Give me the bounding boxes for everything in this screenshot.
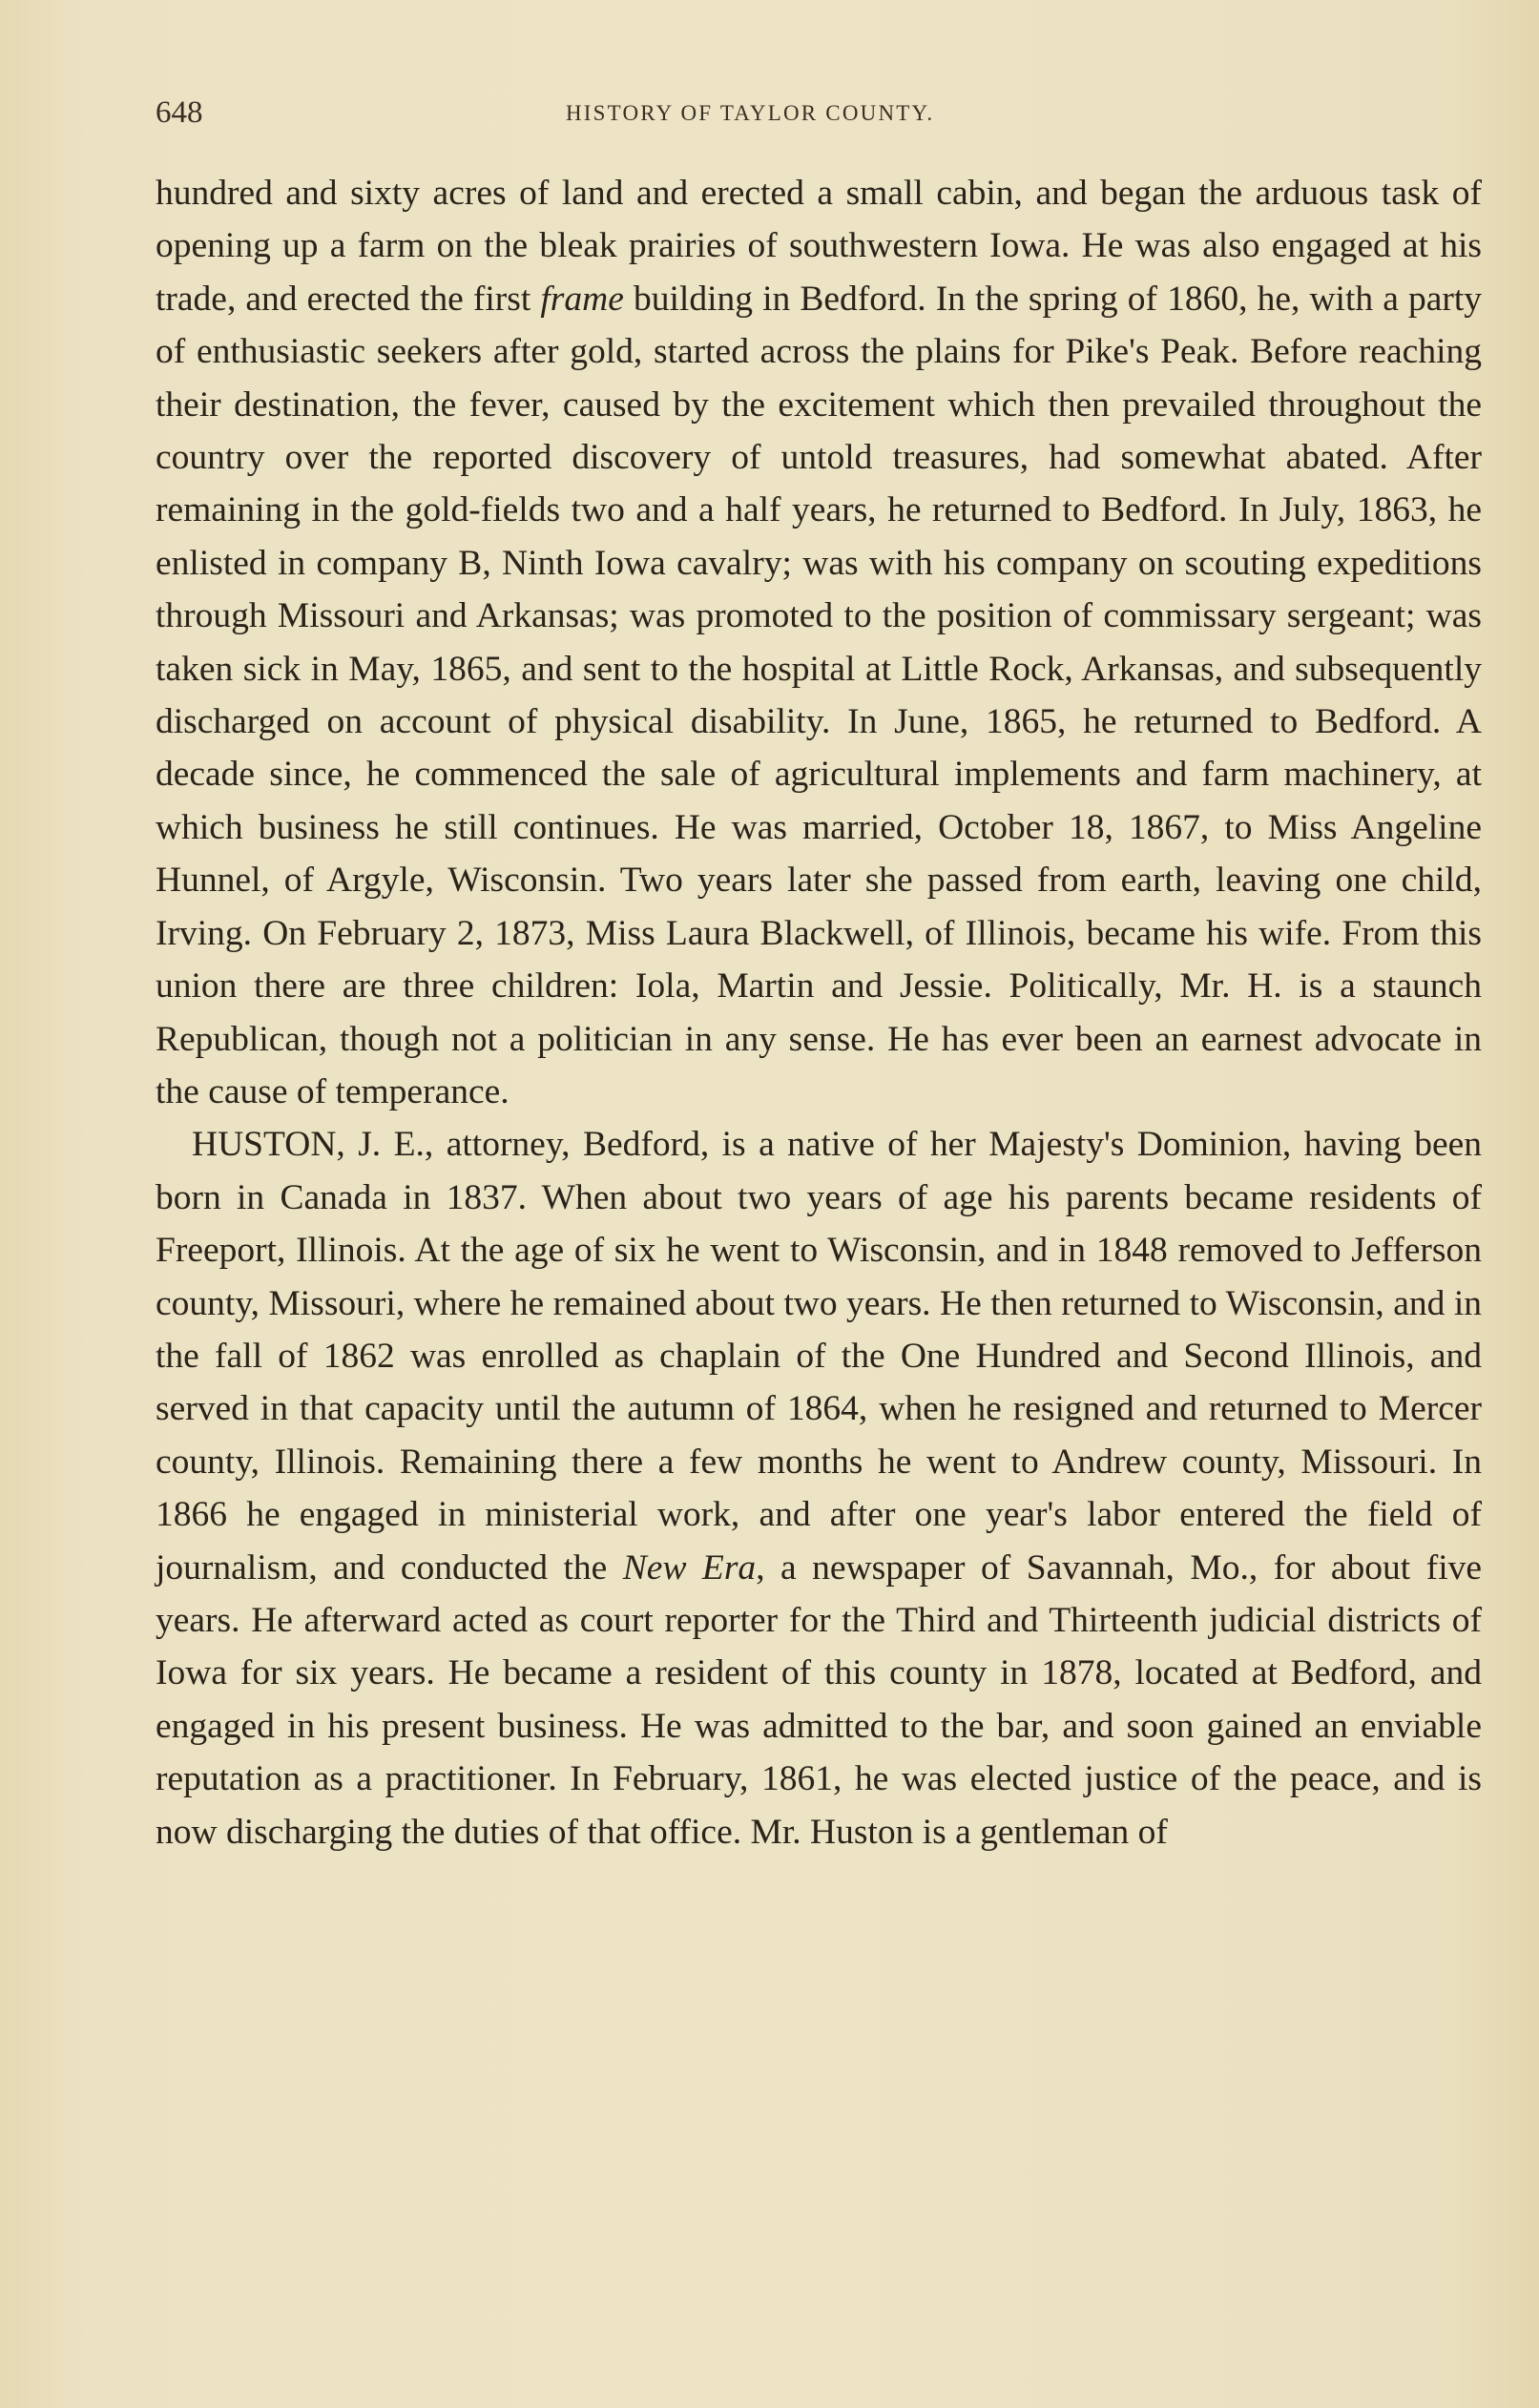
paragraph-continuation: [156, 167, 1482, 1118]
paragraph-text: building in Bedford. In the spring of 1860, he, with a party of enthusiastic seekers after gold, started across the plains for Pike's Peak. Before reaching their destination, the fever, caused by the excitement which then prevailed throughout the country over the reported discovery of untold treasures, had somewhat abated. After remaining in the gold-fields two and a half years, he returned to Bedford. In July, 1863, he enlisted in company B, Ninth Iowa cavalry; was with his company on scouting expeditions through Missouri and Arkansas; was promoted to the position of commissary sergeant; was taken sick in May, 1865, and sent to the hospital at Little Rock, Arkansas, and subsequently discharged on account of physical disability. In June, 1865, he returned to Bedford. A decade since, he commenced the sale of agricultural implements and farm machinery, at which business he still continues. He was married, October 18, 1867, to Miss Angeline Hunnel, of Argyle, Wisconsin. Two years later she passed from earth, leaving one child, Irving. On February 2, 1873, Miss Laura Blackwell, of Illinois, became his wife. From this union there are three children: Iola, Martin and Jessie. Politically, Mr. H. is a staunch Republican, though not a politician in any sense. He has ever been an earnest advocate in the cause of temperance.: [156, 279, 1482, 1111]
paragraph-text: , a newspaper of Savannah, Mo., for about five years. He afterward acted as court reporter for the Third and Thirteenth judicial districts of Iowa for six years. He became a resident of this county in 1878, located at Bedford, and engaged in his present business. He was admitted to the bar, and soon gained an enviable reputation as a practitioner. In February, 1861, he was elected justice of the peace, and is now discharging the duties of that office. Mr. Huston is a gentleman of: [156, 1547, 1483, 1852]
paragraph-text: HUSTON, J. E., attorney, Bedford, is a native of her Majesty's Dominion, having been born in Canada in 1837. When about two years of age his parents became residents of Freeport, Illinois. At the age of six he went to Wisconsin, and in 1848 removed to Jefferson county, Missouri, where he remained about two years. He then returned to Wisconsin, and in the fall of 1862 was enrolled as chaplain of the One Hundred and Second Illinois, and served in that capacity until the autumn of 1864, when he resigned and returned to Mercer county, Illinois. Remaining there a few months he went to Andrew county, Missouri. In 1866 he engaged in ministerial work, and after one year's labor entered the field of journalism, and conducted the: [156, 1125, 1482, 1588]
paragraph-huston-biography: [156, 1118, 1482, 1858]
newspaper-title: New Era: [622, 1547, 757, 1588]
italic-word: frame: [540, 279, 624, 319]
running-head: [156, 95, 1482, 134]
page-number: 648: [156, 95, 203, 130]
running-title: HISTORY OF TAYLOR COUNTY.: [566, 101, 935, 125]
paragraph-text: hundred and sixty acres of land and erected a small cabin, and began the arduous task of opening up a farm on the bleak prairies of southwestern Iowa. He was also engaged at his trade, and erected the first: [156, 174, 1482, 319]
body-text: [156, 167, 1482, 1858]
